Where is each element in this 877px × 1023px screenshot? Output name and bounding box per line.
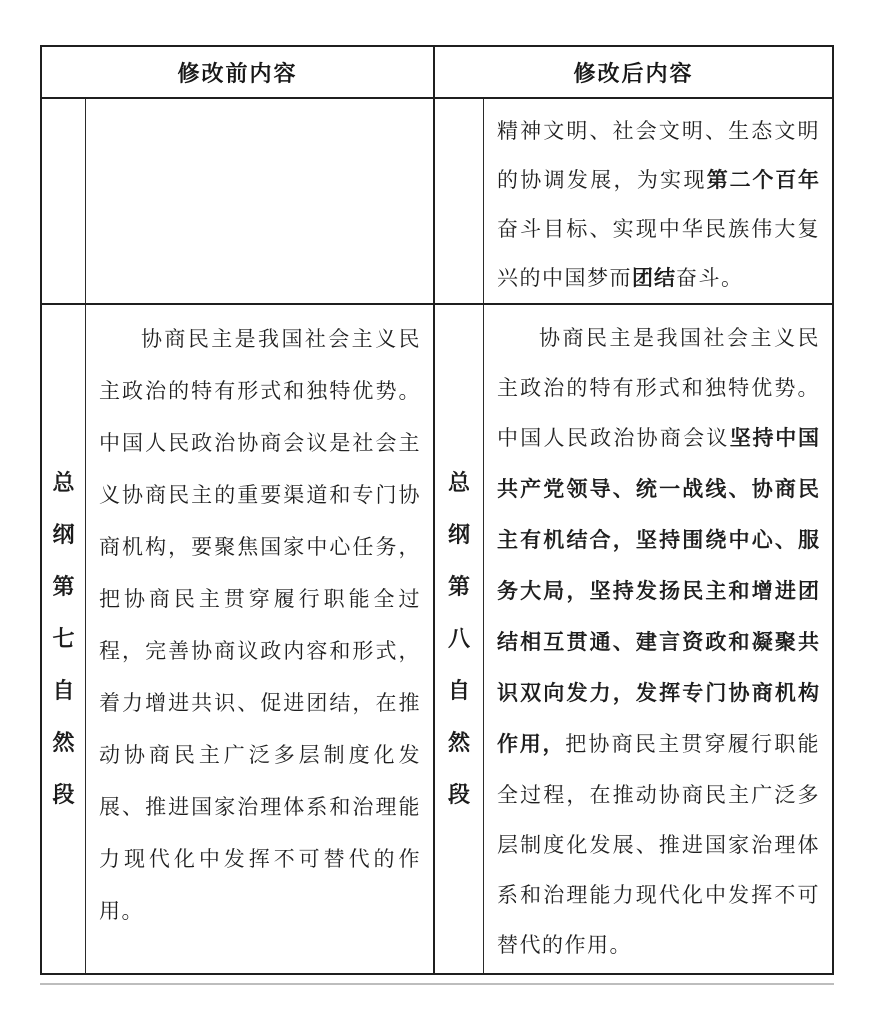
vertical-label-char: 总 [447,470,470,495]
vertical-label-char: 第 [52,574,75,599]
vertical-label-char: 自 [447,678,470,703]
vertical-label-char: 自 [52,678,75,703]
after-label-cell [435,99,484,303]
vertical-label-char: 段 [52,782,75,807]
text-segment: 奋斗目标、实现中华民族伟大复兴的中国梦而 [497,217,820,290]
vertical-label-char: 纲 [447,522,470,547]
vertical-label-char: 然 [447,730,470,755]
header-before-revision: 修改前内容 [42,47,435,97]
header-after-revision: 修改后内容 [573,60,694,86]
text-segment: 奋斗。 [676,266,744,290]
vertical-label-char: 段 [447,782,470,807]
text-segment: 把协商民主贯穿履行职能全过程，在推动协商民主广泛多层制度化发展、推进国家治理体系和治理能力现代化中发挥不可替代的作用。 [497,732,821,957]
revised-text-segment: 团结 [632,267,676,290]
before-label-cell [42,99,86,303]
vertical-label-char: 纲 [52,522,75,547]
vertical-label-char: 然 [52,730,75,755]
after-label-cell [435,305,484,973]
text-segment: 精神文明、社会文明、生态文明的协调发展，为实现 [497,119,820,192]
before-label-cell [42,305,86,973]
after-content-cell [484,305,832,973]
revised-text-segment: 坚持中国共产党领导、统一战线、协商民主有机结合，坚持围绕中心、服务大局，坚持发扬民主和增进团结相互贯通、建言资政和凝聚共识双向发力，发挥专门协商机构作用， [497,427,821,756]
revised-text-segment: 第二个百年 [706,169,821,192]
after-content-cell [484,99,832,303]
table-row [42,305,832,973]
text-segment: 协商民主是我国社会主义民主政治的特有形式和独特优势。中国人民政治协商会议是社会主义协商民主的重要渠道和专门协商机构，要聚焦国家中心任务，把协商民主贯穿履行职能全过程，完善协商议政内容和形式，着力增进共识、促进团结，在推动协商民主广泛多层制度化发展、推进国家治理体系和治理能力现代化中发挥不可替代的作用。 [99,327,421,923]
table-row [42,99,832,305]
vertical-label-char: 总 [52,470,75,495]
text-segment: 协商民主是我国社会主义民主政治的特有形式和独特优势。中国人民政治协商会议 [497,326,820,450]
revision-comparison-table [40,45,834,975]
vertical-label-char: 第 [447,574,470,599]
vertical-label-char: 八 [447,626,470,651]
before-content-cell [86,305,435,973]
before-content-cell [86,99,435,303]
table-header-row [42,47,832,99]
vertical-label-char: 七 [52,626,75,651]
